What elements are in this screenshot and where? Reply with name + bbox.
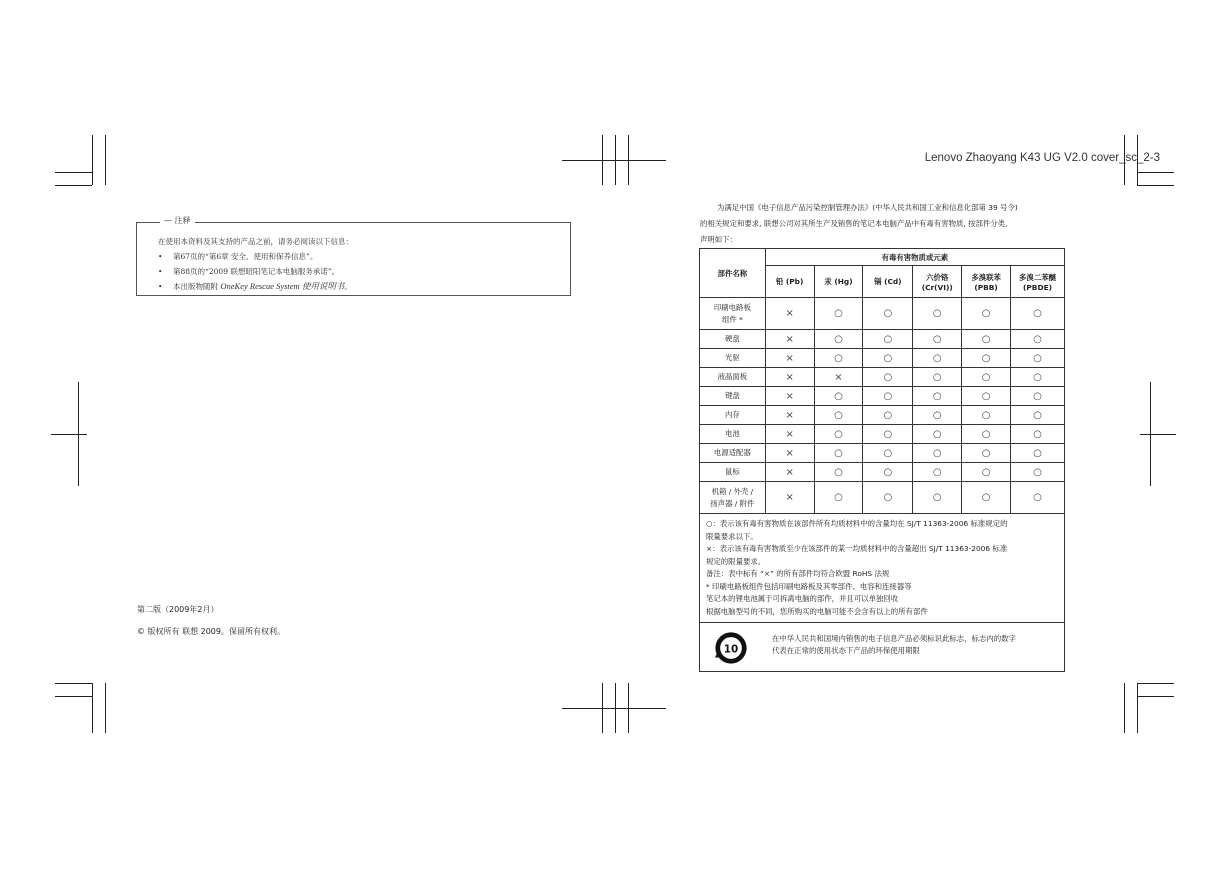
substance-status-cell: ○: [814, 330, 863, 349]
substance-status-cell: ○: [1011, 425, 1065, 444]
substance-status-cell: ○: [1011, 444, 1065, 463]
part-name: 电源适配器: [713, 448, 751, 457]
substance-status-cell: ○: [1011, 387, 1065, 406]
substance-column-header: [765, 266, 814, 298]
substance-status-cell: ○: [1011, 349, 1065, 368]
crop-mark: [562, 708, 666, 709]
crop-mark: [51, 434, 87, 435]
intro-line: 的相关规定和要求, 联想公司对其所生产及销售的笔记本电脑产品中有毒有害物质, 按部件分类,: [700, 219, 1008, 228]
table-row: [700, 425, 1065, 444]
substance-status-cell: ○: [962, 425, 1011, 444]
substance-status-cell: ○: [863, 298, 913, 330]
column-header-line: 多溴二苯醚: [1019, 272, 1056, 282]
legend-line: * 印刷电路板组件包括印刷电路板及其零部件、电容和连接器等: [706, 581, 912, 591]
part-name-cell: [700, 425, 766, 444]
substance-status-cell: ×: [765, 425, 814, 444]
substance-status-cell: ○: [814, 425, 863, 444]
table-row: [700, 349, 1065, 368]
table-row: [700, 387, 1065, 406]
substance-status-cell: ×: [765, 463, 814, 482]
intro-line: [700, 200, 1065, 216]
substance-status-cell: ○: [913, 406, 962, 425]
legend-line: ○：表示该有毒有害物质在该部件所有均质材料中的含量均在 SJ/T 11363-2006 标准规定的: [706, 519, 1008, 528]
file-label: Lenovo Zhaoyang K43 UG V2.0 cover_sc_2-3: [924, 152, 1160, 164]
legend-line: ×：表示该有毒有害物质至少在该部件的某一均质材料中的含量超出 SJ/T 11363-2006 标准: [706, 544, 1008, 553]
note-body: [158, 234, 353, 294]
substance-column-header: [913, 266, 962, 298]
substance-status-cell: ○: [814, 406, 863, 425]
substance-status-cell: ○: [863, 330, 913, 349]
column-header-line: (PBDE): [1023, 282, 1053, 292]
substance-column-header: [814, 266, 863, 298]
column-header-line: (Cr(VI)): [921, 282, 953, 292]
substance-column-header: [863, 266, 913, 298]
legend-line: 规定的限量要求。: [706, 556, 766, 566]
substance-status-cell: ○: [863, 425, 913, 444]
substance-status-cell: ×: [765, 330, 814, 349]
column-header-line: 多溴联苯: [971, 272, 1001, 282]
part-name-cell: [700, 298, 766, 330]
part-name: 机箱 / 外壳 /: [711, 486, 754, 496]
crop-mark: [55, 696, 92, 697]
note-item-italic: OneKey Rescue System 使用说明书: [220, 281, 345, 291]
note-item: [158, 264, 353, 279]
crop-mark: [105, 683, 106, 733]
part-name: 液晶面板: [717, 372, 748, 381]
column-header-line: (PBB): [974, 282, 998, 292]
environmental-protection-logo: [714, 631, 748, 665]
part-name: 内存: [724, 410, 740, 419]
part-name-cell: [700, 349, 766, 368]
crop-mark: [92, 135, 93, 185]
note-item: [158, 279, 353, 294]
substance-status-cell: ○: [814, 387, 863, 406]
substance-status-cell: ×: [765, 298, 814, 330]
substance-status-cell: ○: [863, 349, 913, 368]
substance-status-cell: ○: [913, 482, 962, 514]
declaration-intro: [700, 200, 1065, 248]
crop-mark: [1124, 683, 1125, 733]
table-row: [700, 298, 1065, 330]
substance-status-cell: ○: [913, 444, 962, 463]
substance-status-cell: ○: [863, 387, 913, 406]
table-row: [700, 406, 1065, 425]
substance-status-cell: ○: [814, 298, 863, 330]
part-name-cell: [700, 463, 766, 482]
substance-status-cell: ○: [1011, 330, 1065, 349]
substance-column-header: [962, 266, 1011, 298]
substance-status-cell: ×: [765, 444, 814, 463]
substance-status-cell: ×: [765, 349, 814, 368]
substance-status-cell: ○: [962, 368, 1011, 387]
footer-line: 在中华人民共和国境内销售的电子信息产品必须标识此标志，标志内的数字: [772, 634, 1016, 643]
table-row: [700, 444, 1065, 463]
crop-mark: [1137, 696, 1174, 697]
substance-status-cell: ○: [863, 406, 913, 425]
crop-mark: [562, 160, 666, 161]
part-name-cell: [700, 406, 766, 425]
substance-status-cell: ○: [863, 444, 913, 463]
column-header-line: 汞 (Hg): [824, 277, 853, 286]
substance-status-cell: ×: [814, 368, 863, 387]
substance-status-cell: ○: [913, 368, 962, 387]
substance-status-cell: ○: [962, 349, 1011, 368]
part-name: 印刷电路板: [713, 302, 751, 312]
table-row: [700, 482, 1065, 514]
crop-mark: [1137, 683, 1174, 684]
substance-status-cell: ○: [913, 330, 962, 349]
substance-status-cell: ○: [962, 406, 1011, 425]
note-item-text: 第88页的“2009 联想昭阳笔记本电脑服务承诺”。: [173, 267, 340, 276]
table-footer: [700, 623, 1065, 672]
note-intro: 在使用本资料及其支持的产品之前，请务必阅读以下信息：: [158, 237, 353, 246]
footer-line: 代表在正常的使用状态下产品的环保使用期限: [772, 646, 920, 655]
substance-status-cell: ○: [962, 298, 1011, 330]
substance-status-cell: ×: [765, 387, 814, 406]
substance-status-cell: ○: [814, 463, 863, 482]
substance-status-cell: ○: [962, 463, 1011, 482]
substance-status-cell: ○: [913, 463, 962, 482]
note-title-text: 注释: [174, 216, 191, 225]
substance-status-cell: ○: [962, 330, 1011, 349]
legend-line: 笔记本的锂电池属于可拆离电脑的部件，并且可以单独回收: [706, 594, 899, 603]
footer-text: [772, 633, 1062, 657]
part-name-cell: [700, 330, 766, 349]
part-name-cell: [700, 482, 766, 514]
part-name: 鼠标: [724, 467, 740, 476]
substance-column-header: [1011, 266, 1065, 298]
substance-status-cell: ○: [1011, 298, 1065, 330]
substance-status-cell: ○: [913, 387, 962, 406]
part-name-cell: [700, 444, 766, 463]
intro-line-text: 为满足中国《电子信息产品污染控制管理办法》(中华人民共和国工业和信息化部第 39 号令): [717, 203, 1018, 212]
part-name: 组件 *: [721, 314, 743, 324]
note-item-suffix: 。: [344, 282, 352, 291]
table-row: [700, 463, 1065, 482]
part-name-cell: [700, 387, 766, 406]
crop-mark: [92, 683, 93, 733]
legend-line: 备注：表中标有 “×” 的所有部件均符合欧盟 RoHS 法规: [706, 569, 890, 578]
crop-mark: [1140, 434, 1176, 435]
substance-status-cell: ○: [962, 444, 1011, 463]
logo-number: 10: [723, 643, 739, 656]
intro-line: 声明如下：: [700, 235, 737, 244]
part-name-cell: [700, 368, 766, 387]
crop-mark: [105, 135, 106, 185]
legend-line: 根据电脑型号的不同，您所购买的电脑可能不会含有以上的所有部件: [706, 606, 928, 616]
hazardous-substance-table: [699, 248, 1065, 672]
crop-mark: [55, 185, 92, 186]
substance-status-cell: ○: [863, 463, 913, 482]
note-item: [158, 249, 353, 264]
substance-status-cell: ○: [913, 298, 962, 330]
substance-status-cell: ○: [913, 425, 962, 444]
edition-text: 第二版（2009年2月）: [137, 605, 219, 614]
substance-status-cell: ○: [814, 482, 863, 514]
substance-group-header: 有毒有害物质或元素: [765, 249, 1064, 266]
part-name: 键盘: [724, 391, 740, 400]
part-name: 电池: [724, 429, 740, 438]
part-name: 光驱: [724, 353, 740, 362]
note-title: — 注释: [160, 215, 195, 226]
substance-status-cell: ○: [814, 349, 863, 368]
table-row: [700, 368, 1065, 387]
column-header-line: 铅 (Pb): [775, 277, 804, 286]
crop-mark: [55, 172, 92, 173]
note-item-text: 本出版物随附: [173, 282, 218, 291]
part-name: 硬盘: [724, 334, 740, 343]
column-header-line: 镉 (Cd): [874, 277, 902, 286]
substance-status-cell: ○: [1011, 406, 1065, 425]
substance-status-cell: ○: [962, 387, 1011, 406]
crop-mark: [1137, 172, 1174, 173]
substance-status-cell: ○: [814, 444, 863, 463]
substance-status-cell: ×: [765, 482, 814, 514]
substance-status-cell: ○: [1011, 482, 1065, 514]
column-header-line: 六价铬: [926, 272, 949, 282]
crop-mark: [1137, 185, 1174, 186]
substance-status-cell: ○: [863, 368, 913, 387]
substance-status-cell: ○: [863, 482, 913, 514]
part-name: 扬声器 / 附件: [710, 498, 755, 508]
note-item-text: 第67页的“第6章 安全、使用和保养信息”。: [173, 252, 318, 261]
table-row: [700, 330, 1065, 349]
crop-mark: [55, 683, 92, 684]
substance-status-cell: ×: [765, 368, 814, 387]
substance-status-cell: ○: [1011, 368, 1065, 387]
table-legend: [700, 514, 1065, 623]
legend-line: 限量要求以下。: [706, 531, 758, 541]
substance-status-cell: ○: [962, 482, 1011, 514]
substance-status-cell: ○: [913, 349, 962, 368]
crop-mark: [1137, 683, 1138, 733]
part-name-header: 部件名称: [700, 249, 766, 298]
copyright-text: © 版权所有 联想 2009。保留所有权利。: [137, 627, 285, 636]
substance-status-cell: ○: [1011, 463, 1065, 482]
substance-status-cell: ×: [765, 406, 814, 425]
